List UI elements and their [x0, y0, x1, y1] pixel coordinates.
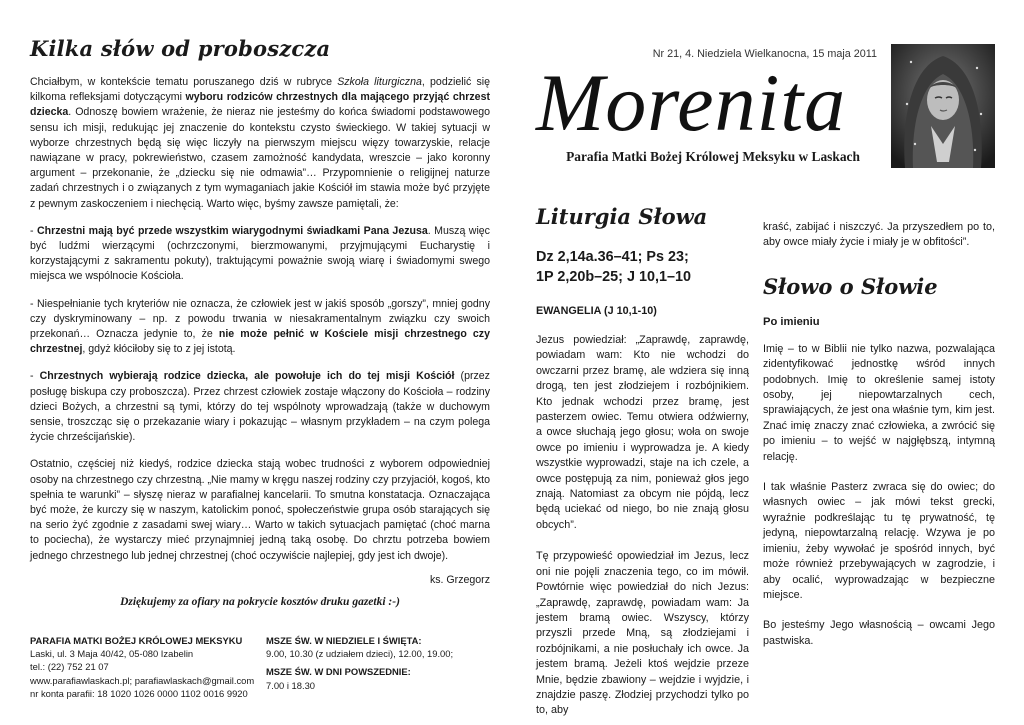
parish-contact-heading: PARAFIA MATKI BOŻEJ KRÓLOWEJ MEKSYKU — [30, 635, 243, 646]
parish-address: Laski, ul. 3 Maja 40/42, 05-080 Izabelin — [30, 648, 194, 660]
gospel-heading: EWANGELIA (J 10,1-10) — [536, 305, 657, 317]
mass-schedule — [266, 634, 496, 692]
slowo-paragraph-2: I tak właśnie Pasterz zwraca się do owiec; do własnych owiec – jak mówi tekst grecki, wyraźnie podkreślając tu tę prywatność, tę jedyną, niepowtarzalną relację. Wzywa je po imieniu, żeby wywołać je spośród innych, być może również przebywających w zagrodzie, i aby ocalić, wyprowadzając w bezpieczne miejsce. — [763, 481, 995, 601]
sunday-mass-times: 9.00, 10.30 (z udziałem dzieci), 12.00, 19.00; — [266, 648, 454, 660]
readings-line-1: Dz 2,14a.36–41; Ps 23; — [536, 249, 689, 265]
sunday-mass-heading: MSZE ŚW. W NIEDZIELE I ŚWIĘTA: — [266, 635, 422, 646]
readings-line-2: 1P 2,20b–25; J 10,1–10 — [536, 269, 691, 285]
slowo-subtitle: Po imieniu — [763, 315, 820, 328]
slowo-title: Słowo o Słowie — [763, 273, 938, 299]
liturgy-section — [536, 204, 749, 719]
slowo-paragraph-3: Bo jesteśmy Jego własnością – owcami Jego pastwiska. — [763, 619, 995, 647]
readings-list — [536, 247, 749, 287]
article-paragraph-2: - Chrzestni mają być przede wszystkim wiarygodnymi świadkami Pana Jezusa. Muszą więc być ludźmi wierzącymi (ochrzczonymi, bierzmowanymi, przyjmującymi Eucharystię i korzystającymi z sakramentu pokuty), traktującymi poważnie swoją wiarę i świadomymi swego miejsca we wspólnocie Kościoła. — [30, 224, 490, 283]
article-paragraph-1: Chciałbym, w kontekście tematu poruszanego dziś w rubryce Szkoła liturgiczna, podzielić się kilkoma refleksjami dotyczącymi wyboru rodziców chrzestnych dla mającego przyjąć chrzest dziecka. Odnoszę bowiem wrażenie, że nieraz nie jesteśmy do końca świadomi podstawowego sensu ich misji, redukując jej znaczenie do kontekstu czysto świeckiego. W takiej sytuacji w wyborze chrzestnych będą się więc liczyły na pierwszym miejscu więzy towarzyskie, relacje nawiązane w pracy, pokrewieństwo, czasem zamożność kandydata, wreszcie – jako koronny argument – przekonanie, że „dziecku się nie odmawia”… Przypomnienie o religijnej naturze zadań chrzestnych i o związanych z tym wymaganiach jakie Kościół im stawia może być przyjęte z pewnym zaskoczeniem i niechęcią. Warto więc, byśmy zawsze pamiętali, że: — [30, 76, 491, 210]
weekday-mass-heading: MSZE ŚW. W DNI POWSZEDNIE: — [266, 666, 411, 678]
liturgy-title: Liturgia Słowa — [536, 204, 708, 229]
gospel-continuation: kraść, zabijać i niszczyć. Ja przyszedłem po to, aby owce miały życie i miały je w obfitości”. — [763, 221, 995, 249]
slowo-section — [763, 220, 995, 649]
slowo-paragraph-1: Imię – to w Biblii nie tylko nazwa, pozwalająca zidentyfikować jednostkę wśród innych podobnych. Imię to określenie samej istoty osoby, jej niepowtarzalnych cech, sprawiających, że jest ona właśnie tym, kim jest. Znać imię znaczy znać człowieka, a zwrócić się po imieniu – to wejść w najgłębszą, intymną relację. — [763, 342, 995, 463]
parish-contact — [30, 634, 260, 700]
parish-web[interactable]: www.parafiawlaskach.pl; parafiawlaskach@gmail.com — [30, 674, 255, 686]
parish-name: Parafia Matki Bożej Królowej Meksyku w Laskach — [566, 149, 860, 164]
gospel-paragraph-1: Jezus powiedział: „Zaprawdę, zaprawdę, powiadam wam: Kto nie wchodzi do owczarni przez bramę, ale wdziera się inną drogą, ten jest złodziejem i rozbójnikiem. Kto jednak wchodzi przez bramę, jest pasterzem owiec. Temu otwiera odźwierny, a owce słuchają jego głosu; woła on swoje owce po imieniu i wyprowadza je. A kiedy wszystkie wyprowadzi, staje na ich czele, a owce postępują za nim, ponieważ głos jego znają. Natomiast za obcym nie pójdą, lecz będą uciekać od niego, bo nie znają głosu obcych”. — [536, 334, 749, 531]
article-paragraph-3: - Niespełnianie tych kryteriów nie oznacza, że człowiek jest w jakiś sposób „gorszy”, mniej godny czy dyskryminowany – np. z powodu trwania w niesakramentalnym związku czy swoich przekonań… Oznacza jedynie to, że nie może pełnić w Kościele misji chrzestnego czy chrzestnej, gdyż kłóciłoby się to z jej istotą. — [30, 297, 490, 356]
weekday-mass-times: 7.00 i 18.30 — [266, 679, 315, 691]
masthead-title: Morenita — [536, 57, 847, 148]
article-title: Kilka słów od proboszcza — [30, 36, 331, 61]
thanks-note: Dziękujemy za ofiary na pokrycie kosztów druku gazetki :-) — [120, 595, 400, 608]
issue-info: Nr 21, 4. Niedziela Wielkanocna, 15 maja 2011 — [652, 48, 877, 60]
article-signature: ks. Grzegorz — [429, 573, 490, 586]
article-paragraph-5: Ostatnio, częściej niż kiedyś, rodzice dziecka stają wobec trudności z wyborem odpowiedniej osoby na chrzestnego czy chrzestną. „Nie mamy w kręgu naszej rodziny czy przyjaciół, kogoś, kto spełnia te warunki” – słyszę nieraz w parafialnej kancelarii. To smutna konstatacja. Oznaczająca być może, że kurczy się w naszym, katolickim ponoć, społeczeństwie grupa osób starających się na serio żyć zgodnie z zasadami swej wiary… Warto w takich sytuacjach pamiętać (choć marna to pociecha), że wystarczy mieć przynajmniej jedną taką osobę. Do chrztu potrzeba bowiem jednego chrzestnego lub jednej chrzestnej (choć oczywiście najlepiej, gdy jest ich dwoje). — [30, 458, 490, 562]
gospel-paragraph-2: Tę przypowieść opowiedział im Jezus, lecz oni nie pojęli znaczenia tego, co im mówił. Powtórnie więc powiedział do nich Jezus: „Zaprawdę, zaprawdę, powiadam wam: Ja jestem bramą owiec. Wszyscy, którzy przyszli przede Mną, są złodziejami i rozbójnikami, a nie posłuchały ich owce. Ja jestem bramą. Jeżeli ktoś wejdzie przeze Mnie, będzie zbawiony – wejdzie i wyjdzie, i znajdzie paszę. Złodziej przychodzi tylko po to, aby — [536, 550, 749, 717]
parish-account: nr konta parafii: 18 1020 1026 0000 1102 0016 9920 — [30, 687, 248, 699]
parish-phone: tel.: (22) 752 21 07 — [30, 661, 109, 673]
article-paragraph-4: - Chrzestnych wybierają rodzice dziecka, ale powołuje ich do tej misji Kościół (przez posługę biskupa czy proboszcza). Przez chrzest człowiek zostaje włączony do Kościoła – rodziny dzieci Bożych, a chrzestni są tymi, którzy do tej wspólnoty wprowadzają (także w duchowym sensie, troszcząc się o przekazanie wiary i pokazując – własnym przykładem – na czym polega życie chrześcijańskie). — [30, 370, 490, 444]
pastor-article — [30, 36, 490, 608]
virgin-portrait-image — [891, 44, 995, 168]
portrait-illustration — [891, 44, 995, 168]
